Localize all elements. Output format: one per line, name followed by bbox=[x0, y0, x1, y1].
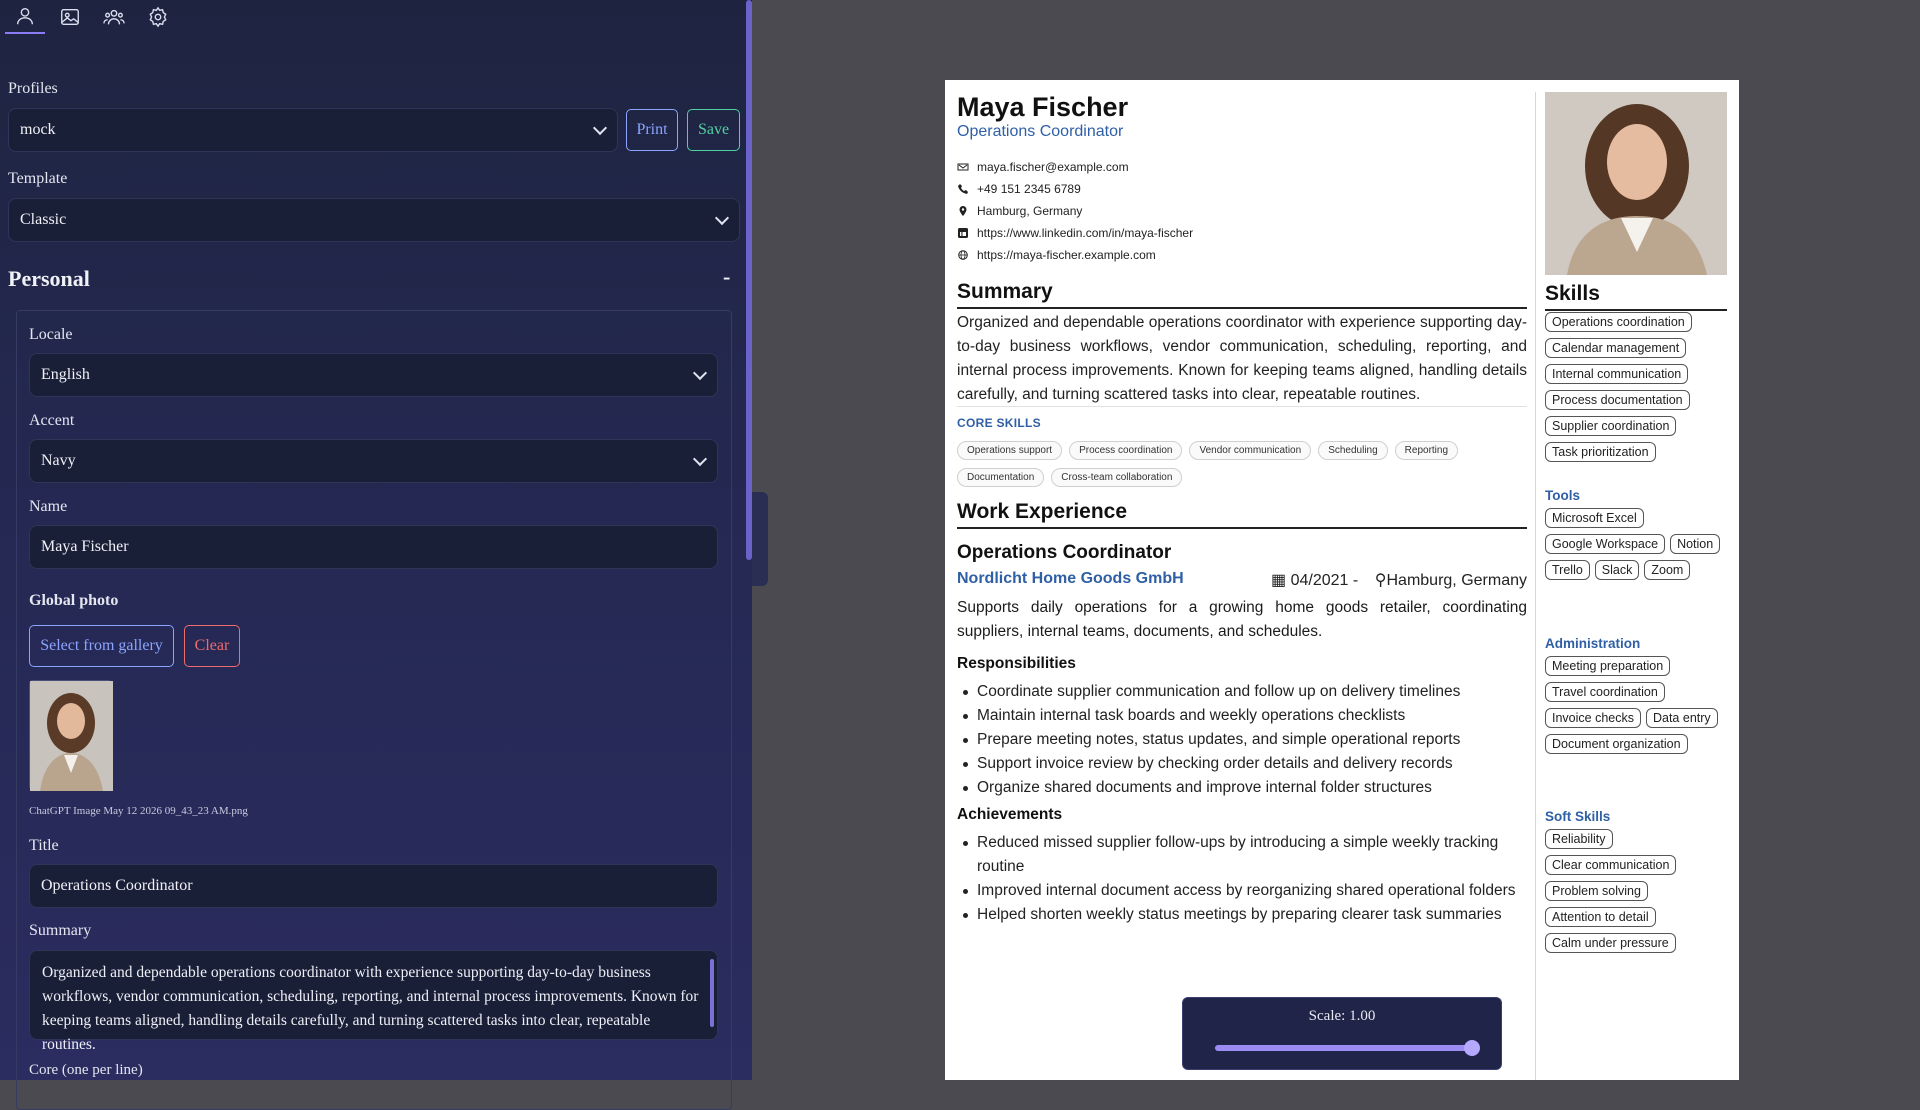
location-icon bbox=[957, 205, 969, 217]
skill-chip: Invoice checks bbox=[1545, 708, 1641, 728]
accent-select[interactable] bbox=[29, 439, 718, 483]
panel-resize-handle[interactable] bbox=[752, 492, 768, 586]
contact-website bbox=[957, 248, 1156, 262]
core-skills-label: CORE SKILLS bbox=[957, 416, 1041, 430]
skill-chip: Problem solving bbox=[1545, 881, 1648, 901]
globe-icon bbox=[957, 249, 969, 261]
job-dates bbox=[1271, 570, 1358, 590]
save-button[interactable]: Save bbox=[687, 109, 740, 151]
scale-control bbox=[1182, 997, 1502, 1070]
skill-chip: Slack bbox=[1595, 560, 1640, 580]
resume-name: Maya Fischer bbox=[957, 92, 1129, 122]
tab-profile[interactable] bbox=[5, 0, 45, 34]
skill-chip: Documentation bbox=[957, 468, 1044, 487]
contact-phone bbox=[957, 182, 1081, 196]
skill-chip: Internal communication bbox=[1545, 364, 1688, 384]
name-label: Name bbox=[29, 498, 68, 515]
textarea-scrollbar[interactable] bbox=[710, 959, 714, 1027]
summary-textarea-value: Organized and dependable operations coordinator with experience supporting day-to-day business workflows, vendor communication, scheduling, reporting, and internal process improvements. Known for keeping teams aligned, handling details carefully, and turning scattered tasks into clear, repeatable routines. bbox=[42, 964, 699, 1053]
skill-group-soft-skills bbox=[1545, 829, 1727, 953]
image-icon bbox=[59, 6, 81, 28]
list-item: Reduced missed supplier follow-ups by introducing a simple weekly tracking routine bbox=[957, 831, 1527, 879]
list-item: Helped shorten weekly status meetings by preparing clearer task summaries bbox=[957, 903, 1527, 927]
contact-linkedin bbox=[957, 226, 1193, 240]
contact-text: Hamburg, Germany bbox=[977, 204, 1083, 218]
skill-group-title-administration: Administration bbox=[1545, 636, 1641, 651]
tab-images[interactable] bbox=[50, 0, 90, 34]
skill-chip: Trello bbox=[1545, 560, 1590, 580]
divider bbox=[957, 406, 1527, 407]
contact-location bbox=[957, 204, 1082, 218]
chevron-down-icon bbox=[693, 366, 707, 380]
skill-chip: Attention to detail bbox=[1545, 907, 1656, 927]
summary-textarea[interactable] bbox=[29, 950, 718, 1053]
personal-section-title: Personal bbox=[8, 266, 90, 291]
skill-chip: Scheduling bbox=[1318, 441, 1387, 460]
achievements-heading: Achievements bbox=[957, 806, 1063, 823]
skill-group-title-soft-skills: Soft Skills bbox=[1545, 809, 1611, 824]
skill-chip: Meeting preparation bbox=[1545, 656, 1670, 676]
list-item: Maintain internal task boards and weekly operations checklists bbox=[957, 704, 1527, 728]
photo-filename: ChatGPT Image May 12 2026 09_43_23 AM.png bbox=[29, 805, 248, 817]
contact-text: https://maya-fischer.example.com bbox=[977, 248, 1156, 262]
resume-preview bbox=[945, 80, 1739, 1080]
accent-select-value: Navy bbox=[41, 452, 76, 469]
skill-chip: Process coordination bbox=[1069, 441, 1182, 460]
locale-select-value: English bbox=[41, 366, 90, 383]
skill-chip: Process documentation bbox=[1545, 390, 1690, 410]
contact-text: maya.fischer@example.com bbox=[977, 160, 1129, 174]
skill-chip: Clear communication bbox=[1545, 855, 1676, 875]
clear-photo-button[interactable]: Clear bbox=[184, 625, 240, 667]
resume-photo bbox=[1545, 92, 1727, 275]
list-item: Improved internal document access by reorganizing shared operational folders bbox=[957, 879, 1527, 903]
skill-chip: Travel coordination bbox=[1545, 682, 1665, 702]
linkedin-icon bbox=[957, 227, 969, 239]
skill-chip: Supplier coordination bbox=[1545, 416, 1676, 436]
chevron-down-icon bbox=[593, 121, 607, 135]
editor-panel bbox=[0, 0, 752, 1080]
global-photo-label: Global photo bbox=[29, 592, 119, 609]
skill-chip: Task prioritization bbox=[1545, 442, 1656, 462]
skill-chip: Reporting bbox=[1395, 441, 1458, 460]
skill-chip: Reliability bbox=[1545, 829, 1613, 849]
template-select-value: Classic bbox=[20, 211, 67, 228]
skill-chip: Document organization bbox=[1545, 734, 1688, 754]
resume-title: Operations Coordinator bbox=[957, 123, 1124, 140]
name-input-value: Maya Fischer bbox=[41, 538, 129, 555]
location-icon: ⚲ bbox=[1374, 572, 1387, 589]
job-dates-text: 04/2021 - bbox=[1290, 572, 1359, 589]
core-skills-list bbox=[957, 441, 1527, 487]
job-company: Nordlicht Home Goods GmbH bbox=[957, 570, 1184, 587]
name-input[interactable] bbox=[29, 525, 718, 569]
accent-label: Accent bbox=[29, 412, 75, 429]
responsibilities-heading: Responsibilities bbox=[957, 655, 1076, 672]
calendar-icon: ▦ bbox=[1271, 572, 1287, 589]
title-input-value: Operations Coordinator bbox=[41, 877, 193, 894]
summary-label: Summary bbox=[29, 922, 92, 939]
skills-heading: Skills bbox=[1545, 282, 1727, 311]
team-icon bbox=[103, 6, 125, 28]
responsibilities-list bbox=[957, 680, 1527, 800]
skill-group-title-tools: Tools bbox=[1545, 488, 1580, 503]
list-item: Prepare meeting notes, status updates, and simple operational reports bbox=[957, 728, 1527, 752]
photo-thumbnail[interactable] bbox=[29, 680, 112, 790]
locale-label: Locale bbox=[29, 326, 73, 343]
profile-select[interactable] bbox=[8, 108, 618, 152]
skill-chip: Zoom bbox=[1644, 560, 1690, 580]
title-label: Title bbox=[29, 837, 59, 854]
print-button[interactable]: Print bbox=[626, 109, 678, 151]
job-meta bbox=[1271, 570, 1527, 590]
list-item: Coordinate supplier communication and follow up on delivery timelines bbox=[957, 680, 1527, 704]
template-select[interactable] bbox=[8, 198, 740, 242]
core-label: Core (one per line) bbox=[29, 1062, 143, 1078]
job-location bbox=[1375, 570, 1527, 590]
skill-chip: Google Workspace bbox=[1545, 534, 1665, 554]
tab-settings[interactable] bbox=[138, 0, 178, 34]
template-label: Template bbox=[8, 170, 68, 187]
skill-chip: Operations support bbox=[957, 441, 1062, 460]
skills-list bbox=[1545, 312, 1727, 462]
profiles-label: Profiles bbox=[8, 80, 58, 97]
editor-scrollbar[interactable] bbox=[746, 0, 752, 560]
experience-heading: Work Experience bbox=[957, 500, 1527, 529]
summary-text: Organized and dependable operations coordinator with experience supporting day-to-day business workflows, vendor communication, scheduling, reporting, and internal process improvements. Known for keeping teams aligned, handling details carefully, and turning scattered tasks into clear, repeatable routines. bbox=[957, 314, 1527, 403]
profile-icon bbox=[14, 5, 36, 27]
select-from-gallery-button[interactable]: Select from gallery bbox=[29, 625, 174, 667]
phone-icon bbox=[957, 183, 969, 195]
tab-team[interactable] bbox=[94, 0, 134, 34]
skill-chip: Operations coordination bbox=[1545, 312, 1692, 332]
job-description: Supports daily operations for a growing home goods retailer, coordinating suppliers, internal teams, documents, and schedules. bbox=[957, 599, 1527, 640]
skill-group-administration bbox=[1545, 656, 1727, 754]
locale-select[interactable] bbox=[29, 353, 718, 397]
job-location-text: Hamburg, Germany bbox=[1386, 572, 1527, 589]
title-input[interactable] bbox=[29, 864, 718, 908]
collapse-button[interactable]: - bbox=[723, 264, 731, 289]
column-divider bbox=[1535, 92, 1536, 1080]
achievements-list bbox=[957, 831, 1527, 927]
skill-chip: Calm under pressure bbox=[1545, 933, 1676, 953]
skill-chip: Vendor communication bbox=[1189, 441, 1311, 460]
scale-slider-track[interactable] bbox=[1215, 1045, 1471, 1051]
skill-chip: Microsoft Excel bbox=[1545, 508, 1644, 528]
skill-chip: Notion bbox=[1670, 534, 1720, 554]
editor-nav bbox=[0, 0, 200, 36]
portrait-image bbox=[1545, 92, 1727, 275]
mail-icon bbox=[957, 161, 969, 173]
summary-heading: Summary bbox=[957, 280, 1527, 309]
skill-chip: Cross-team collaboration bbox=[1051, 468, 1182, 487]
chevron-down-icon bbox=[693, 452, 707, 466]
skill-chip: Data entry bbox=[1646, 708, 1718, 728]
scale-slider-handle[interactable] bbox=[1464, 1040, 1480, 1056]
list-item: Support invoice review by checking order details and delivery records bbox=[957, 752, 1527, 776]
scale-label: Scale: 1.00 bbox=[1308, 1008, 1376, 1024]
list-item: Organize shared documents and improve internal folder structures bbox=[957, 776, 1527, 800]
gear-icon bbox=[147, 6, 169, 28]
profile-select-value: mock bbox=[20, 121, 56, 138]
skill-group-tools bbox=[1545, 508, 1727, 580]
portrait-image bbox=[30, 681, 113, 791]
skill-chip: Calendar management bbox=[1545, 338, 1686, 358]
contact-text: https://www.linkedin.com/in/maya-fischer bbox=[977, 226, 1194, 240]
chevron-down-icon bbox=[715, 211, 729, 225]
contact-text: +49 151 2345 6789 bbox=[977, 182, 1081, 196]
job-title: Operations Coordinator bbox=[957, 542, 1172, 563]
contact-email bbox=[957, 160, 1129, 174]
